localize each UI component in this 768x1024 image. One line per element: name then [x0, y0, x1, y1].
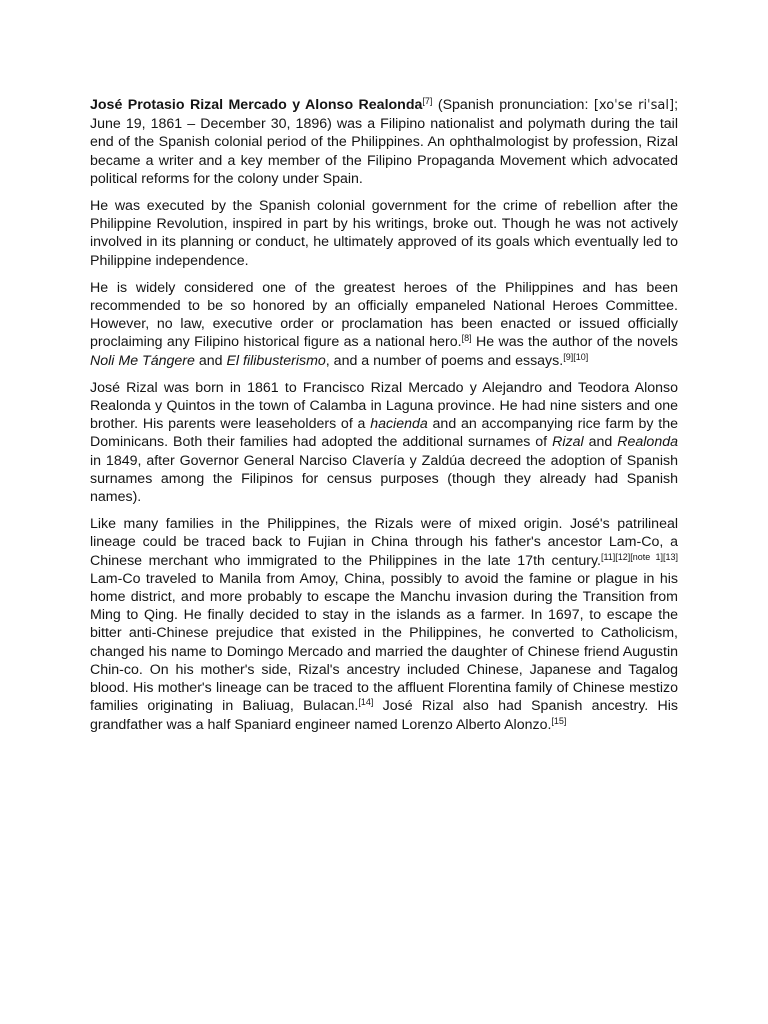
- text-run: Lam-Co traveled to Manila from Amoy, China, possibly to avoid the famine or plague in his home district, and more probably to escape the Manchu invasion during the Transition from Ming to Qing. He finally decided to stay in the islands as a farmer. In 1697, to escape the bitter anti-Chinese prejudice that existed in the Philippines, he converted to Catholicism, changed his name to Domingo Mercado and married the daughter of Chinese friend Augustin Chin-co. On his mother's side, Rizal's ancestry included Chinese, Japanese and Tagalog blood. His mother's lineage can be traced to the affluent Florentina family of Chinese mestizo families originating in Baliuag, Bulacan.: [90, 570, 678, 715]
- text-run: Like many families in the Philippines, the Rizals were of mixed origin. José's patrilineal lineage could be traced back to Fujian in China through his father's ancestor Lam-Co, a Chinese merchant who immigrated to the Philippines in the late 17th century.: [90, 516, 678, 569]
- paragraph-execution: [90, 197, 678, 270]
- novel-title: Noli Me Tángere: [90, 352, 195, 369]
- document-page: [90, 96, 678, 743]
- italic-term: hacienda: [370, 416, 428, 433]
- text-run: José Rizal was born in 1861 to Francisco Rizal Mercado y Alejandro and Teodora Alonso Realonda y Quintos in the town of Calamba in Laguna province. He had nine sisters and one brother. His parents were leaseholders of a: [90, 379, 678, 433]
- novel-title: El filibusterismo: [226, 352, 326, 369]
- text-run: and: [583, 434, 618, 451]
- text-run: (Spanish pronunciation:: [432, 97, 594, 113]
- citation-ref[interactable]: [14]: [358, 697, 374, 708]
- text-run: He is widely considered one of the greatest heroes of the Philippines and has been recommended to be so honored by an officially empaneled National Heroes Committee. However, no law, executive order or proclamation has been enacted or issued officially proclaiming any Filipino historical figure as a national hero.: [90, 279, 678, 351]
- ipa-pronunciation: [xoˈse riˈsal]: [593, 98, 675, 113]
- text-run: and an accompanying rice farm by the Dominicans. Both their families had adopted the additional surnames of: [90, 416, 678, 451]
- italic-term: Rizal: [552, 434, 584, 451]
- paragraph-birth: [90, 379, 678, 506]
- citation-ref[interactable]: [9][10]: [563, 351, 589, 362]
- citation-ref[interactable]: [7]: [422, 96, 433, 106]
- citation-ref[interactable]: [8]: [461, 333, 472, 344]
- text-run: He was executed by the Spanish colonial government for the crime of rebellion after the Philippine Revolution, inspired in part by his writings, broke out. Though he was not actively involved in its planning or conduct, he ultimately approved of its goals which eventually led to Philippine independence.: [90, 198, 678, 269]
- text-run: , and a number of poems and essays.: [325, 352, 564, 369]
- article-subject-name: José Protasio Rizal Mercado y Alonso Realonda: [90, 97, 423, 113]
- text-run: and: [194, 352, 227, 369]
- paragraph-intro: [90, 96, 678, 188]
- paragraph-national-hero: [90, 279, 678, 370]
- text-run: ; June 19, 1861 – December 30, 1896) was a Filipino nationalist and polymath during the tail end of the Spanish colonial period of the Philippines. An ophthalmologist by profession, Rizal became a writer and a key member of the Filipino Propaganda Movement which advocated political reforms for the colony under Spain.: [90, 97, 679, 187]
- text-run: He was the author of the novels: [471, 334, 679, 351]
- citation-ref[interactable]: [11][12][note 1][13]: [600, 551, 678, 562]
- paragraph-ancestry: [90, 515, 678, 733]
- citation-ref[interactable]: [15]: [551, 715, 567, 726]
- italic-term: Realonda: [617, 434, 678, 451]
- text-run: José Rizal also had Spanish ancestry. His grandfather was a half Spaniard engineer named Lorenzo Alberto Alonzo.: [90, 698, 678, 733]
- text-run: in 1849, after Governor General Narciso Clavería y Zaldúa decreed the adoption of Spanish surnames among the Filipinos for census purposes (though they already had Spanish names).: [90, 452, 678, 506]
